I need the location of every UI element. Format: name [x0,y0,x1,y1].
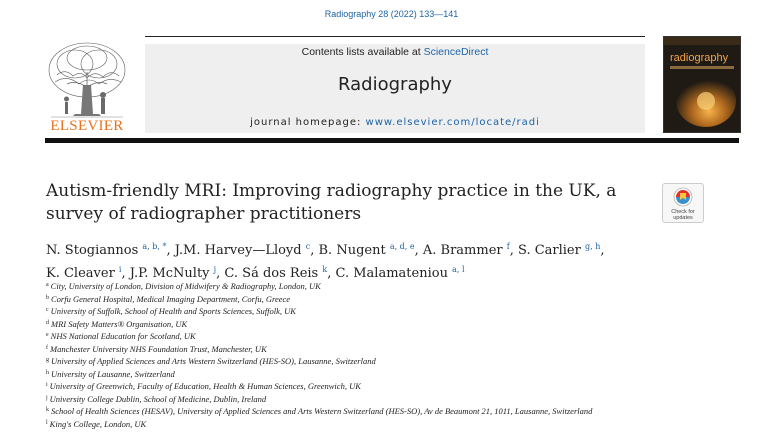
article-title-line-2: survey of radiographer practitioners [46,204,362,224]
sciencedirect-link[interactable]: ScienceDirect [423,46,489,58]
author[interactable]: J.M. Harvey—Lloyd [174,243,302,258]
article-title [46,180,646,226]
author[interactable]: S. Carlier [518,243,581,258]
affiliation-text: Manchester University NHS Foundation Trust, Manchester, UK [50,343,267,354]
affiliation-text: Corfu General Hospital, Medical Imaging Department, Corfu, Greece [51,293,291,304]
contents-prefix: Contents lists available at [301,46,424,58]
affiliation-key: c [46,307,49,313]
journal-homepage [145,117,645,128]
check-for-updates-button[interactable] [662,183,704,223]
affiliation-key: b [46,294,49,301]
author-separator: , [327,266,336,281]
affiliation-item [46,330,666,343]
author[interactable]: K. Cleaver [46,266,115,281]
affiliation-list [46,280,666,430]
affiliation-item [46,418,666,431]
author-affiliation-marker[interactable]: g, h [584,242,601,251]
affiliation-key: g [46,357,49,363]
affiliation-item [46,318,666,331]
author-separator: , [310,243,319,258]
crossmark-icon [663,184,703,210]
header-bottom-rule [45,138,739,143]
affiliation-item [46,305,666,318]
author-list [46,237,666,283]
author-separator: , [600,243,605,258]
affiliation-item [46,380,666,393]
contents-availability [145,46,645,58]
journal-cover[interactable] [663,36,741,133]
author-affiliation-marker[interactable]: k [322,265,328,274]
affiliation-key: f [46,344,48,351]
affiliation-item [46,293,666,306]
author[interactable]: C. Malamateniou [335,266,448,281]
affiliation-text: University of Lausanne, Switzerland [51,368,175,379]
homepage-prefix: journal homepage: [250,117,366,128]
affiliation-text: University of Applied Sciences and Arts Western Switzerland (HES-SO), Lausanne, Switzerland [51,356,376,366]
journal-name: Radiography [338,74,452,95]
affiliation-text: NHS National Education for Scotland, UK [50,331,196,341]
author-affiliation-marker[interactable]: i [118,265,122,274]
header-top-rule [145,36,645,37]
cover-subtitle-bar [670,66,734,69]
author-affiliation-marker[interactable]: a, l [452,265,465,274]
elsevier-wordmark: ELSEVIER [50,118,124,134]
affiliation-key: a [46,282,49,288]
affiliation-item [46,355,666,368]
affiliation-text: University College Dublin, School of Medicine, Dublin, Ireland [49,393,267,404]
author-affiliation-marker[interactable]: a, d, e [389,242,415,251]
journal-header [145,44,645,133]
author[interactable]: B. Nugent [318,243,386,258]
author-affiliation-marker[interactable]: j [213,265,217,274]
affiliation-key: k [46,407,49,413]
check-updates-label-line-1: Check for [671,209,695,215]
author[interactable]: C. Sá dos Reis [224,266,319,281]
affiliation-key: j [46,394,48,401]
journal-citation[interactable]: Radiography 28 (2022) 133—141 [324,9,459,19]
affiliation-key: i [46,382,48,388]
affiliation-key: h [46,369,49,376]
author-separator: , [166,243,175,258]
author[interactable]: A. Brammer [422,243,503,258]
check-updates-label-line-2: updates [673,215,693,221]
affiliation-key: e [46,332,49,338]
article-title-line-1: Autism-friendly MRI: Improving radiography practice in the UK, a [46,181,617,201]
author-separator: , [414,243,423,258]
affiliation-item [46,368,666,381]
affiliation-item [46,343,666,356]
author-line-1 [46,237,666,260]
affiliation-item [46,405,666,418]
author-affiliation-marker[interactable]: a, b, * [142,242,167,251]
affiliation-item [46,393,666,406]
affiliation-text: University of Greenwich, Faculty of Education, Health & Human Sciences, Greenwich, UK [49,381,361,391]
author-separator: , [216,266,225,281]
author-separator: , [509,243,518,258]
author-affiliation-marker[interactable]: c [305,242,311,251]
author-affiliation-marker[interactable]: f [506,242,510,251]
affiliation-key: l [46,419,48,426]
check-updates-label [663,209,703,221]
affiliation-text: School of Health Sciences (HESAV), University of Applied Sciences and Arts Western Switzerland (HES-SO), Av de Beaumont 21, 1011, Lausanne, Switzerland [51,406,593,416]
author[interactable]: N. Stogiannos [46,243,139,258]
affiliation-item [46,280,666,293]
homepage-link[interactable]: www.elsevier.com/locate/radi [365,117,540,128]
author-separator: , [121,266,130,281]
affiliation-text: City, University of London, Division of Midwifery & Radiography, London, UK [50,281,321,291]
cover-title: radiography [670,52,729,64]
affiliation-key: d [46,319,49,326]
affiliation-text: University of Suffolk, School of Health and Sports Sciences, Suffolk, UK [50,306,296,316]
affiliation-text: MRI Safety Matters® Organisation, UK [51,318,188,329]
affiliation-text: King's College, London, UK [49,418,147,429]
author[interactable]: J.P. McNulty [129,266,210,281]
